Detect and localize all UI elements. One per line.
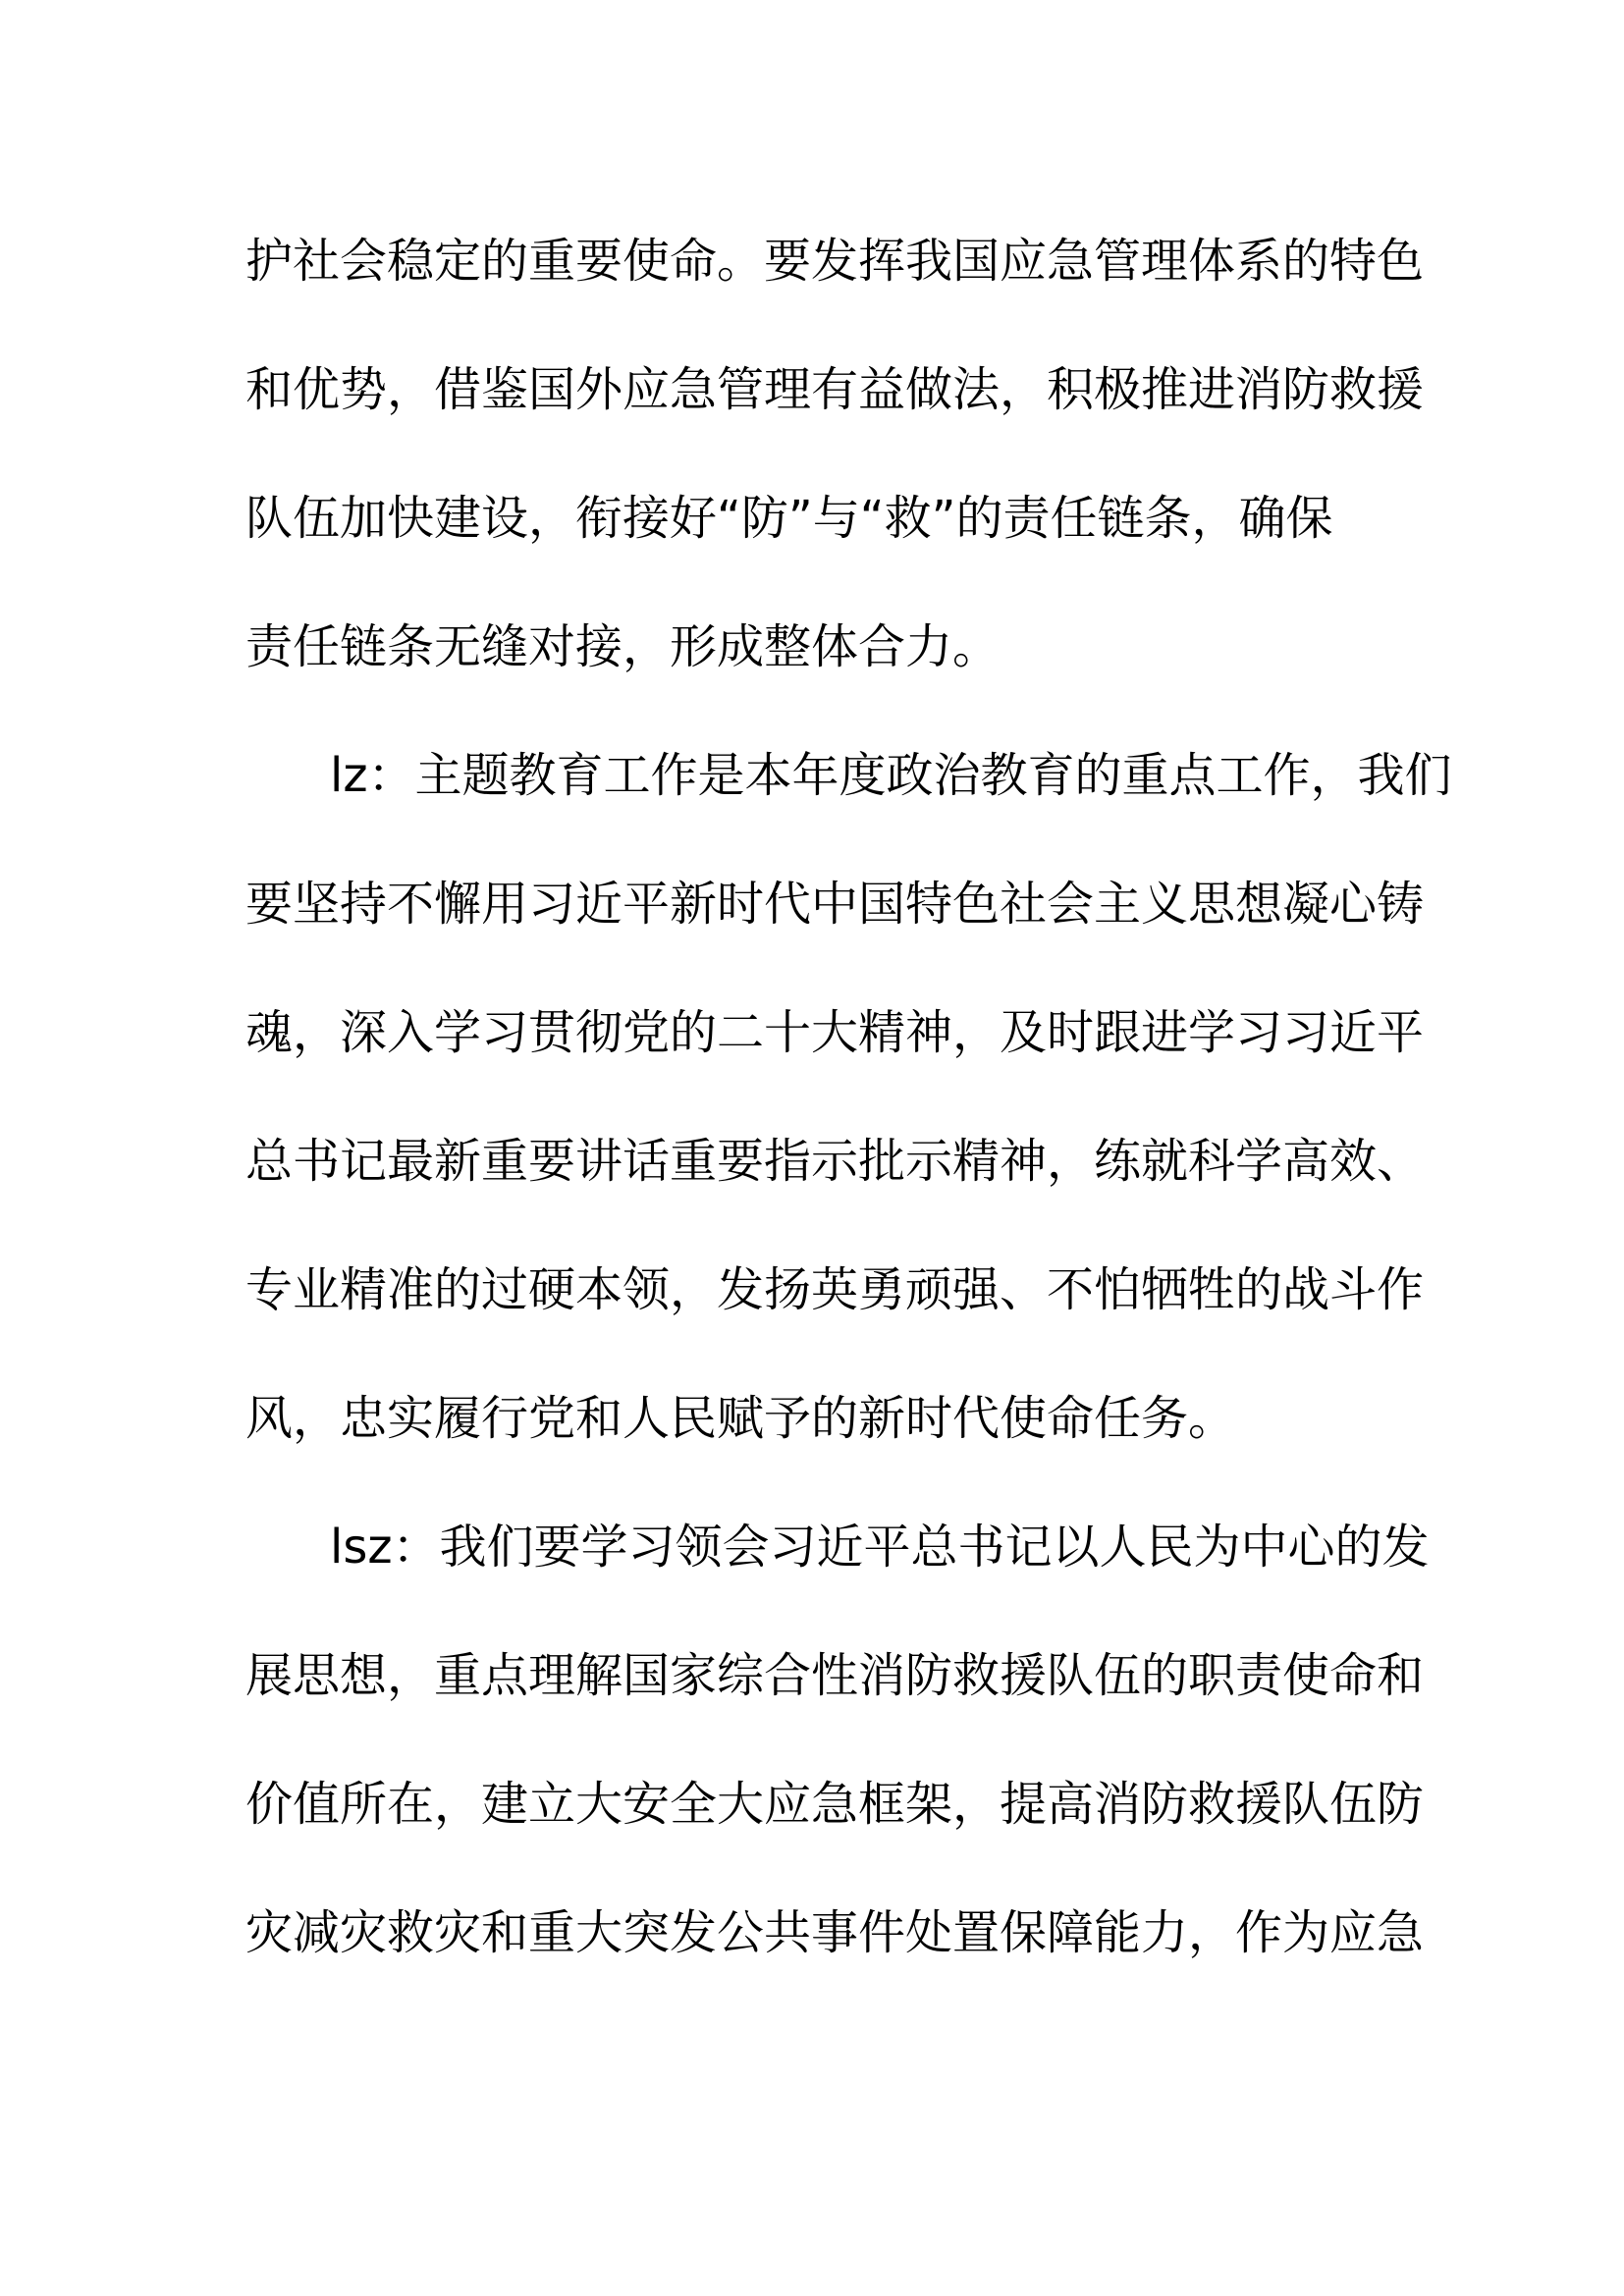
paragraph-start-line: lz：主题教育工作是本年度政治教育的重点工作，我们 — [330, 748, 1452, 803]
text-line: 展思想，重点理解国家综合性消防救援队伍的职责使命和 — [245, 1648, 1425, 1703]
text-line: 要坚持不懈用习近平新时代中国特色社会主义思想凝心铸 — [245, 877, 1425, 932]
text-line: 价值所在，建立大安全大应急框架，提高消防救援队伍防 — [245, 1777, 1425, 1832]
text-line: 和优势，借鉴国外应急管理有益做法，积极推进消防救援 — [245, 362, 1425, 417]
text-line: 灾减灾救灾和重大突发公共事件处置保障能力，作为应急 — [245, 1905, 1425, 1960]
text-line: 风，忠实履行党和人民赋予的新时代使命任务。 — [245, 1391, 1236, 1446]
text-line: 专业精准的过硬本领，发扬英勇顽强、不怕牺牲的战斗作 — [245, 1262, 1425, 1317]
text-line: 队伍加快建设，衔接好“防”与“救”的责任链条，确保 — [245, 491, 1333, 546]
text-line: 责任链条无缝对接，形成整体合力。 — [245, 619, 1001, 674]
text-line: 护社会稳定的重要使命。要发挥我国应急管理体系的特色 — [245, 234, 1425, 289]
text-line: 魂，深入学习贯彻党的二十大精神，及时跟进学习习近平 — [245, 1005, 1425, 1060]
text-line: 总书记最新重要讲话重要指示批示精神，练就科学高效、 — [245, 1134, 1425, 1189]
paragraph-start-line: lsz：我们要学习领会习近平总书记以人民为中心的发 — [330, 1520, 1430, 1575]
